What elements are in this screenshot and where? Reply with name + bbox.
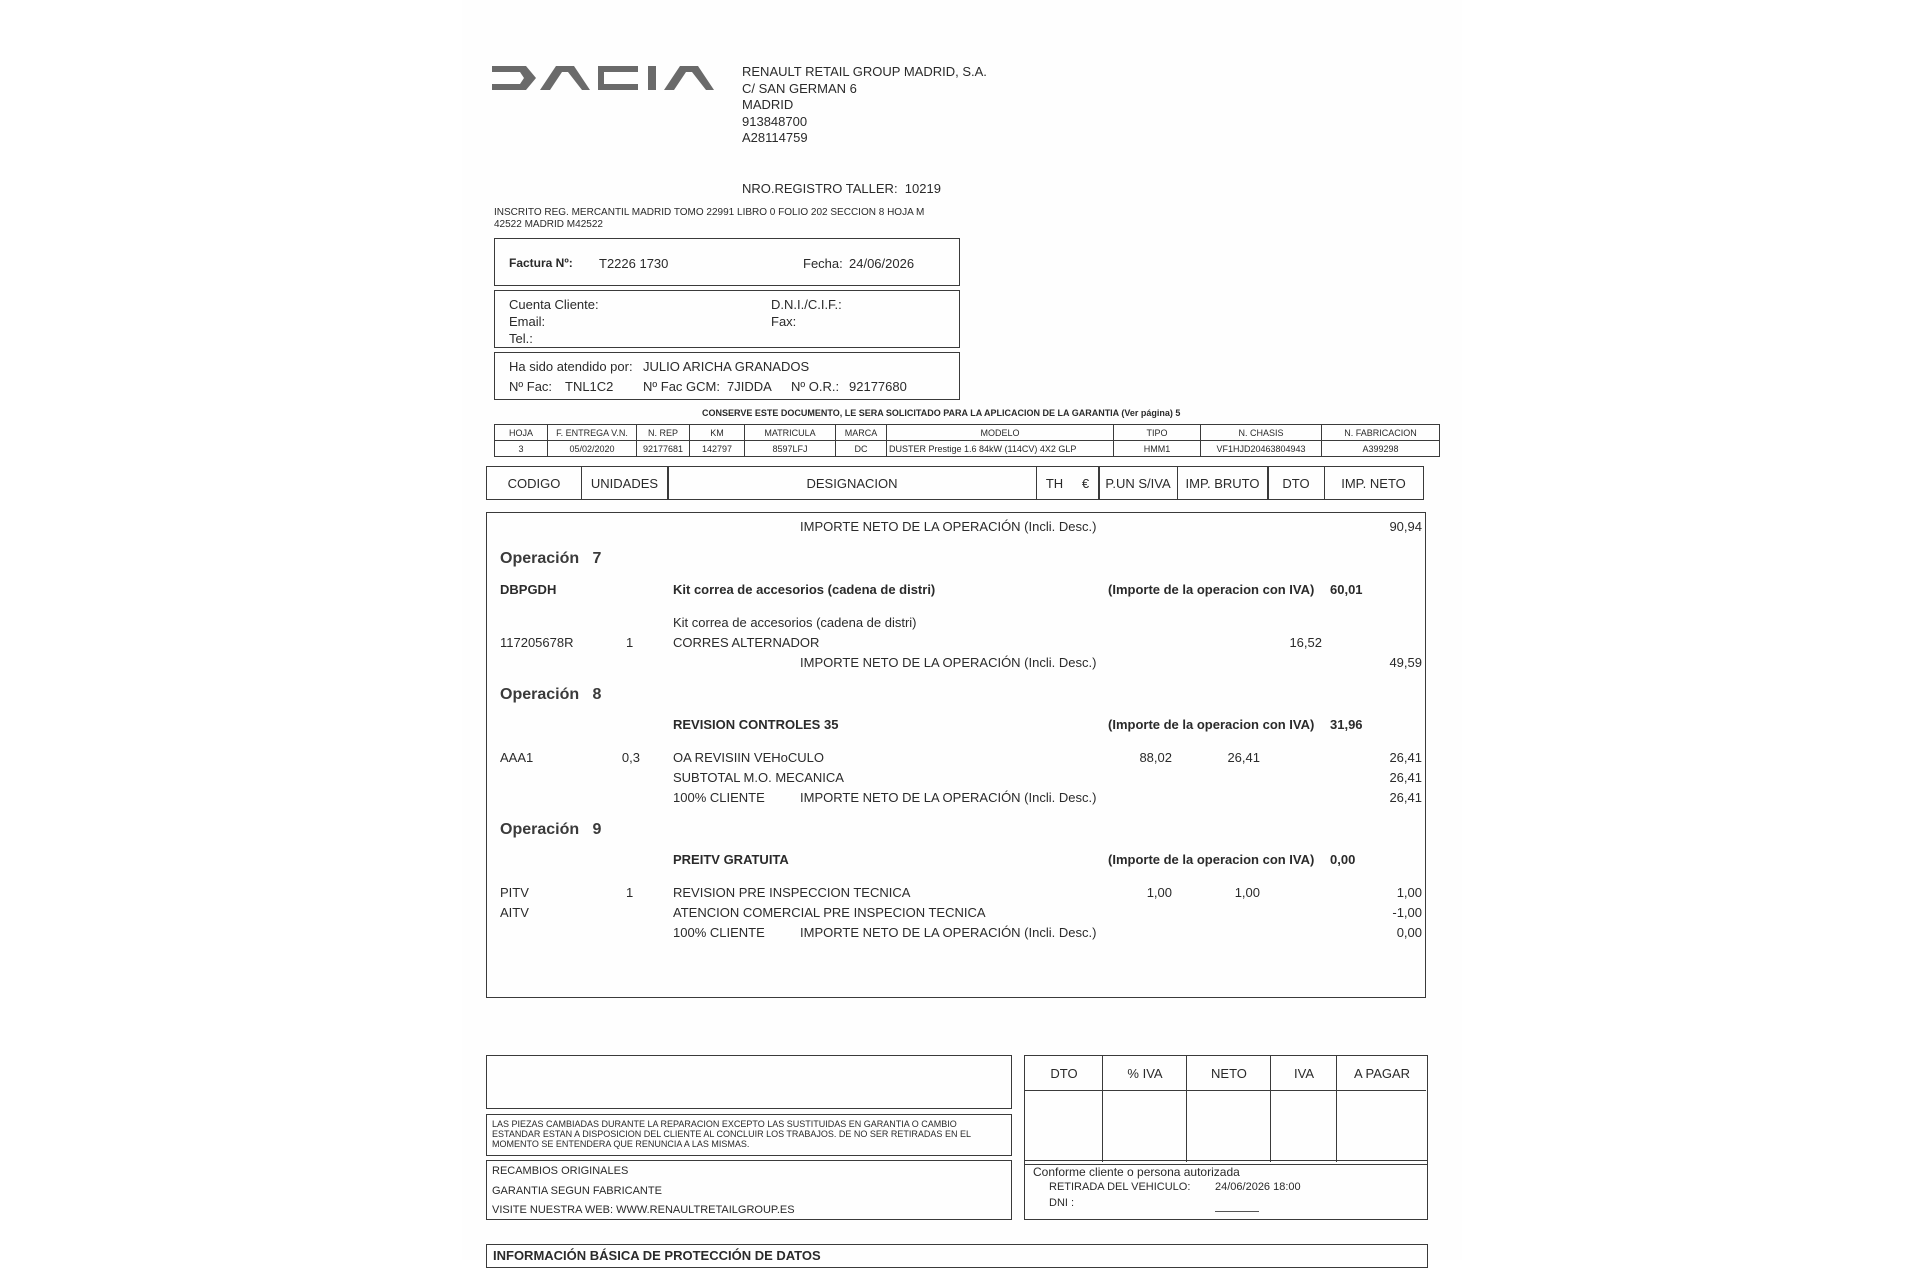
factura-box — [494, 238, 960, 286]
gcm-label: Nº Fac GCM: — [643, 379, 720, 394]
company-info — [742, 64, 987, 147]
op9-heading — [500, 821, 601, 839]
mercantil-info — [494, 207, 924, 231]
col-pun-siva: P.UN S/IVA — [1098, 466, 1178, 500]
col-th: TH — [1045, 475, 1064, 491]
op9-item1-th: 1,00 — [1146, 885, 1172, 900]
op8-number: 8 — [592, 686, 602, 703]
vh-fabricacion-value: A399298 — [1322, 441, 1440, 457]
totals-iva: IVA — [1294, 1065, 1314, 1081]
vh-tipo-value: HMM1 — [1114, 441, 1201, 457]
signature-box — [486, 1055, 1012, 1109]
vh-hoja: HOJA — [495, 425, 548, 441]
top-importe-label: IMPORTE NETO DE LA OPERACIÓN (Incli. Desc.) — [800, 519, 1097, 534]
vehicle-header-row — [495, 425, 1440, 441]
op8-cliente-label: 100% CLIENTE — [673, 790, 765, 805]
op7-item-price: 16,52 — [1289, 635, 1322, 650]
op7-code: DBPGDH — [500, 582, 557, 597]
op9-item1-neto: 1,00 — [1396, 885, 1422, 900]
vh-matricula: MATRICULA — [745, 425, 836, 441]
op8-iva-value: 31,96 — [1330, 717, 1363, 732]
fecha-label: Fecha: — [803, 256, 843, 271]
col-th-euro — [1036, 466, 1100, 500]
op8-item-units: 0,3 — [621, 750, 640, 765]
op8-iva-label: (Importe de la operacion con IVA) — [1108, 717, 1315, 732]
op8-heading — [500, 686, 601, 704]
vh-entrega: F. ENTREGA V.N. — [548, 425, 637, 441]
vh-fabricacion: N. FABRICACION — [1322, 425, 1440, 441]
op9-importe-label: IMPORTE NETO DE LA OPERACIÓN (Incli. Desc.) — [800, 925, 1097, 940]
col-euro: € — [1081, 475, 1090, 491]
op9-item2-neto: -1,00 — [1392, 905, 1422, 920]
vh-nrep: N. REP — [637, 425, 690, 441]
col-unidades: UNIDADES — [581, 466, 669, 500]
fax-label: Fax: — [771, 314, 797, 329]
op9-item1-bruto: 1,00 — [1234, 885, 1260, 900]
conforme-box — [1024, 1160, 1428, 1220]
totals-divider — [1025, 1090, 1426, 1091]
op7-name: Kit correa de accesorios (cadena de distri) — [673, 582, 936, 597]
factura-label: Factura Nº: — [509, 256, 573, 270]
op7-number: 7 — [592, 550, 602, 567]
vh-tipo: TIPO — [1114, 425, 1201, 441]
op7-iva-value: 60,01 — [1330, 582, 1363, 597]
conforme-label: Conforme cliente o persona autorizada — [1033, 1165, 1240, 1179]
col-codigo: CODIGO — [486, 466, 582, 500]
op9-iva-value: 0,00 — [1330, 852, 1356, 867]
company-street: C/ SAN GERMAN 6 — [742, 80, 857, 96]
proteccion-box — [486, 1244, 1428, 1268]
op8-item-bruto: 26,41 — [1227, 750, 1260, 765]
op8-item-neto: 26,41 — [1389, 750, 1422, 765]
client-box — [494, 290, 960, 348]
op9-item2-name: ATENCION COMERCIAL PRE INSPECION TECNICA — [673, 905, 986, 920]
mercantil-line-2: 42522 MADRID M42522 — [494, 219, 603, 230]
op9-item2-code: AITV — [500, 905, 529, 920]
gcm-value: 7JIDDA — [727, 379, 772, 394]
op7-item-code: 117205678R — [500, 635, 574, 650]
email-label: Email: — [509, 314, 546, 329]
top-importe-value: 90,94 — [1389, 519, 1422, 534]
op9-item1-name: REVISION PRE INSPECCION TECNICA — [673, 885, 911, 900]
op8-item-code: AAA1 — [500, 750, 534, 765]
fecha-value: 24/06/2026 — [849, 256, 915, 271]
op7-importe-label: IMPORTE NETO DE LA OPERACIÓN (Incli. Desc.) — [800, 655, 1097, 670]
retirada-value: 24/06/2026 18:00 — [1215, 1181, 1301, 1193]
op7-importe-value: 49,59 — [1389, 655, 1422, 670]
vh-hoja-value: 3 — [495, 441, 548, 457]
op8-importe-label: IMPORTE NETO DE LA OPERACIÓN (Incli. Desc.) — [800, 790, 1097, 805]
op9-item1-units: 1 — [626, 885, 634, 900]
registro-value: 10219 — [904, 181, 941, 196]
op8-importe-value: 26,41 — [1389, 790, 1422, 805]
attended-label: Ha sido atendido por: — [509, 359, 633, 374]
op8-item-name: OA REVISIIN VEHoCULO — [673, 750, 824, 765]
totals-iva-pct: % IVA — [1127, 1065, 1163, 1081]
nfac-label: Nº Fac: — [509, 379, 553, 394]
op9-cliente-label: 100% CLIENTE — [673, 925, 765, 940]
op9-title: Operación — [500, 821, 580, 838]
vh-modelo-value: DUSTER Prestige 1.6 84kW (114CV) 4X2 GLP — [887, 441, 1114, 457]
attended-box — [494, 352, 960, 400]
proteccion-title: INFORMACIÓN BÁSICA DE PROTECCIÓN DE DATOS — [493, 1248, 821, 1263]
vh-chasis: N. CHASIS — [1201, 425, 1322, 441]
totals-a-pagar: A PAGAR — [1353, 1065, 1411, 1081]
totals-dto: DTO — [1050, 1065, 1078, 1081]
op7-heading — [500, 550, 601, 568]
vh-entrega-value: 05/02/2020 — [548, 441, 637, 457]
item-column-headers — [486, 466, 1426, 500]
vehicle-table — [494, 424, 1440, 457]
cuenta-cliente-label: Cuenta Cliente: — [509, 297, 599, 312]
footer-info-box — [486, 1160, 1012, 1220]
vh-nrep-value: 92177681 — [637, 441, 690, 457]
conserve-notice: CONSERVE ESTE DOCUMENTO, LE SERA SOLICITADO PARA LA APLICACION DE LA GARANTIA (Ver página) 5 — [702, 408, 1181, 418]
registro-label: NRO.REGISTRO TALLER: — [742, 181, 898, 196]
op9-item1-code: PITV — [500, 885, 529, 900]
vh-km-value: 142797 — [690, 441, 745, 457]
op8-title: Operación — [500, 686, 580, 703]
op8-subtotal-label: SUBTOTAL M.O. MECANICA — [673, 770, 844, 785]
company-city: MADRID — [742, 97, 794, 112]
attended-name: JULIO ARICHA GRANADOS — [643, 359, 810, 374]
vh-marca: MARCA — [836, 425, 887, 441]
totals-neto: NETO — [1211, 1065, 1247, 1081]
col-designacion: DESIGNACION — [667, 466, 1037, 500]
company-cif: A28114759 — [742, 130, 808, 145]
vehicle-value-row — [495, 441, 1440, 457]
op7-iva-label: (Importe de la operacion con IVA) — [1108, 582, 1315, 597]
company-phone: 913848700 — [742, 113, 808, 129]
op9-name: PREITV GRATUITA — [673, 852, 789, 867]
registro-taller — [742, 181, 941, 196]
retirada-label: RETIRADA DEL VEHICULO: — [1049, 1181, 1191, 1193]
mercantil-line-1: INSCRITO REG. MERCANTIL MADRID TOMO 22991 LIBRO 0 FOLIO 202 SECCION 8 HOJA M — [494, 207, 925, 218]
dni-label: DNI : — [1049, 1197, 1075, 1209]
nfac-value: TNL1C2 — [565, 379, 614, 394]
company-name: RENAULT RETAIL GROUP MADRID, S.A. — [742, 64, 987, 79]
visite-web: VISITE NUESTRA WEB: WWW.RENAULTRETAILGROUP.ES — [492, 1204, 795, 1216]
vh-marca-value: DC — [836, 441, 887, 457]
col-dto: DTO — [1267, 466, 1325, 500]
vh-km: KM — [690, 425, 745, 441]
op7-item-name: CORRES ALTERNADOR — [673, 635, 820, 650]
op9-iva-label: (Importe de la operacion con IVA) — [1108, 852, 1315, 867]
col-imp-bruto: IMP. BRUTO — [1177, 466, 1269, 500]
op8-subtotal-value: 26,41 — [1389, 770, 1422, 785]
dni-line — [1215, 1211, 1259, 1212]
totals-box — [1024, 1055, 1428, 1165]
dacia-logo — [490, 62, 726, 94]
op7-item-units: 1 — [626, 635, 634, 650]
vh-matricula-value: 8597LFJ — [745, 441, 836, 457]
recambios-originales: RECAMBIOS ORIGINALES — [492, 1165, 629, 1177]
pieces-notice: LAS PIEZAS CAMBIADAS DURANTE LA REPARACION EXCEPTO LAS SUSTITUIDAS EN GARANTIA O CAMBIO ESTANDAR ESTAN A DISPOSICION DEL CLIENTE AL CONCLUIR LOS TRABAJOS. DE NO SER RETIRADAS EN EL MOMENTO SE ENTENDERA QUE RENUNCIA A LAS MISMAS. — [492, 1119, 971, 1149]
op7-desc: Kit correa de accesorios (cadena de distri) — [673, 615, 917, 630]
op9-importe-value: 0,00 — [1396, 925, 1422, 940]
op7-title: Operación — [500, 550, 580, 567]
factura-number: T2226 1730 — [599, 256, 669, 271]
vh-modelo: MODELO — [887, 425, 1114, 441]
or-value: 92177680 — [849, 379, 907, 394]
garantia-fabricante: GARANTIA SEGUN FABRICANTE — [492, 1185, 662, 1197]
or-label: Nº O.R.: — [791, 379, 840, 394]
pieces-notice-box — [486, 1114, 1012, 1156]
op8-name: REVISION CONTROLES 35 — [673, 717, 839, 732]
col-imp-neto: IMP. NETO — [1324, 466, 1424, 500]
dni-cif-label: D.N.I./C.I.F.: — [771, 297, 842, 312]
op9-number: 9 — [592, 821, 602, 838]
op8-item-th: 88,02 — [1139, 750, 1172, 765]
tel-label: Tel.: — [509, 331, 533, 346]
vh-chasis-value: VF1HJD20463804943 — [1201, 441, 1322, 457]
